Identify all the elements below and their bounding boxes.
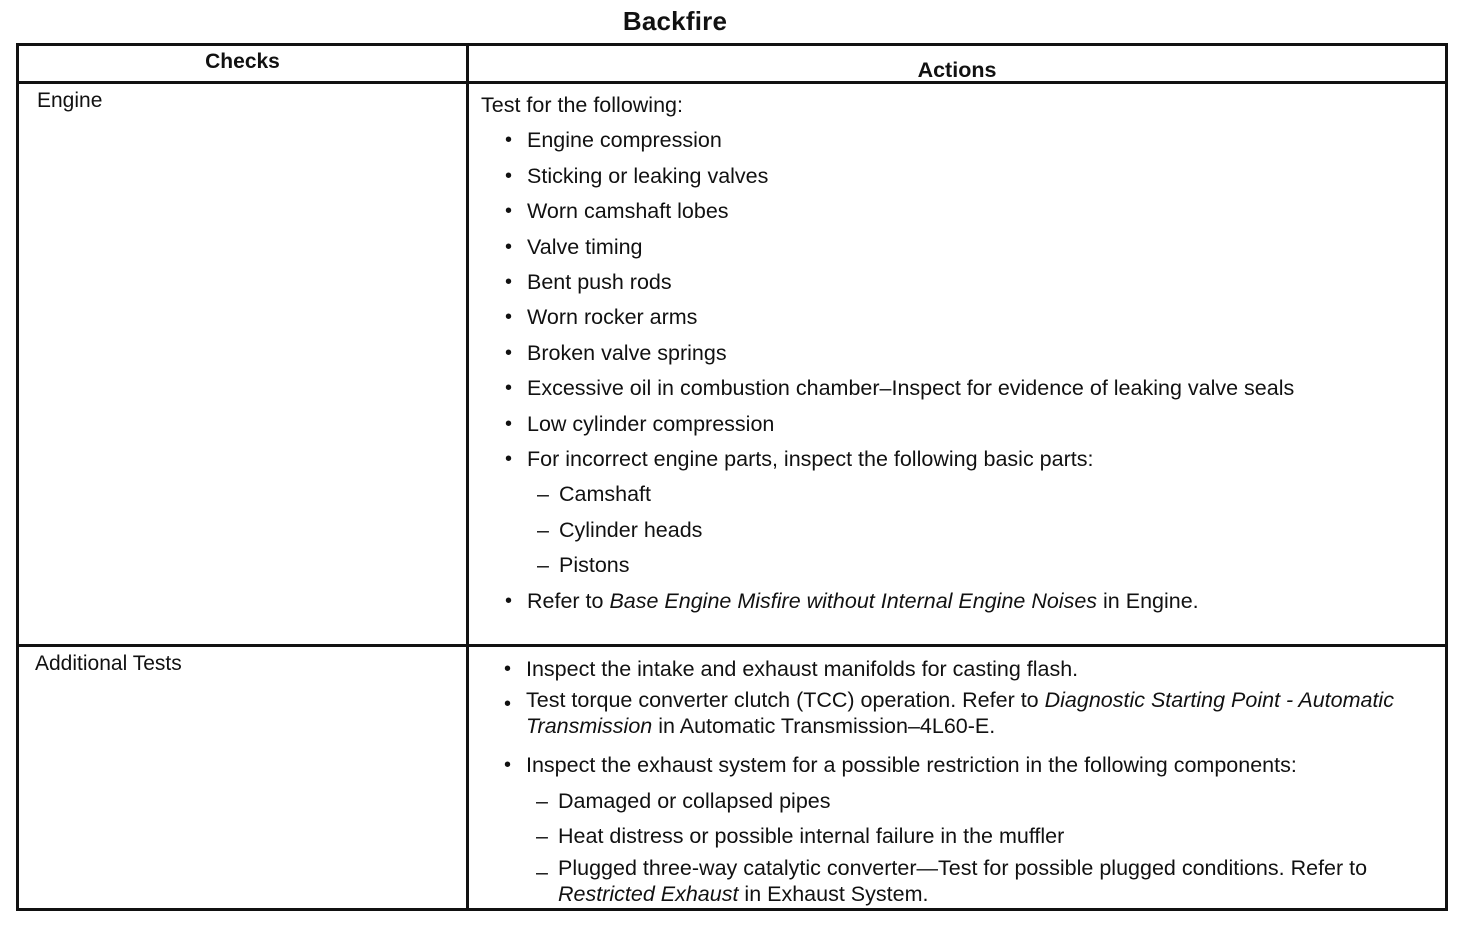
list-item: • Bent push rods [505,265,1441,300]
sub-list-item [536,855,1444,916]
list-item-label: Inspect the exhaust system for a possible restriction in the following components: [526,753,1297,778]
list-item [504,748,1444,915]
sub-list-item: – Cylinder heads [537,513,1441,548]
column-header-actions: Actions [917,58,997,82]
list-item: • Inspect the intake and exhaust manifolds for casting flash. [504,652,1444,687]
refer-prefix: Plugged three-way catalytic converter—Test for possible plugged conditions. Refer to [558,855,1368,880]
sub-list-item: – Camshaft [537,477,1441,512]
exhaust-components-list [526,784,1444,916]
refer-prefix: Test torque converter clutch (TCC) operation. Refer to [526,688,1045,713]
list-item [504,687,1444,748]
additional-actions [504,652,1444,916]
list-item: • Sticking or leaking valves [505,159,1441,194]
list-item: • Worn rocker arms [505,300,1441,335]
sub-list-item: – Heat distress or possible internal failure in the muffler [536,819,1444,854]
list-item: • Excessive oil in combustion chamber–Inspect for evidence of leaking valve seals [505,371,1441,406]
refer-link: Base Engine Misfire without Internal Engine Noises [609,588,1098,613]
list-item: • Broken valve springs [505,336,1441,371]
refer-link: Restricted Exhaust [558,881,739,906]
refer-link: Diagnostic Starting Point - Automatic Transmission [526,688,1394,739]
row-divider [19,644,1445,647]
engine-refer-item [505,584,1441,619]
sub-list-item: – Damaged or collapsed pipes [536,784,1444,819]
sub-list-item: – Pistons [537,548,1441,583]
engine-actions [481,88,1441,619]
additional-test-list [504,652,1444,916]
list-item: • Engine compression [505,123,1441,158]
diagnostic-table [16,43,1448,911]
refer-suffix: in Automatic Transmission–4L60-E. [652,714,996,739]
engine-parts-list [527,477,1441,583]
column-header-checks: Checks [205,50,280,73]
list-item: • Low cylinder compression [505,407,1441,442]
check-additional-tests: Additional Tests [35,652,182,675]
column-divider [466,46,469,908]
engine-test-list [481,123,1441,619]
refer-suffix: in Exhaust System. [738,881,929,906]
refer-suffix: in Engine. [1097,588,1199,613]
list-item-with-parts [505,442,1441,584]
check-engine: Engine [37,89,103,112]
refer-prefix: Refer to [527,588,610,613]
list-item: • Valve timing [505,230,1441,265]
list-item-label: For incorrect engine parts, inspect the following basic parts: [527,447,1094,472]
list-item: • Worn camshaft lobes [505,194,1441,229]
page-title: Backfire [622,6,728,36]
engine-intro: Test for the following: [481,93,683,117]
